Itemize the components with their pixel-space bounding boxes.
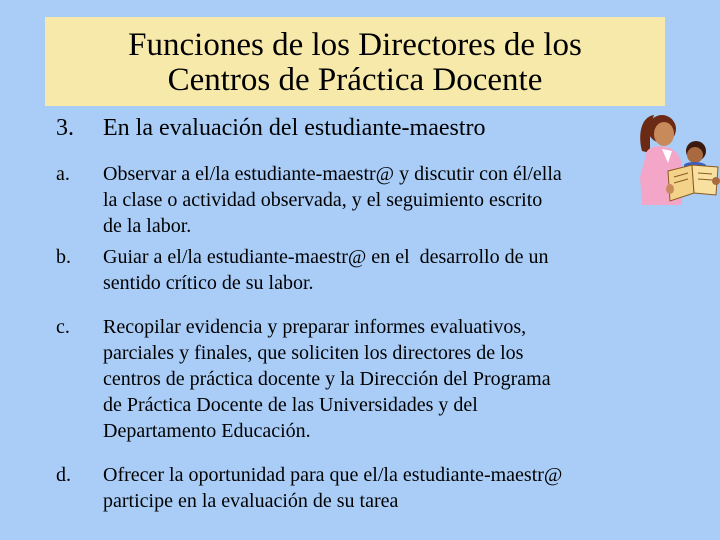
list-marker: b. [56, 246, 71, 268]
list-marker: c. [56, 316, 70, 338]
slide-title-line-2: Centros de Práctica Docente [167, 61, 543, 98]
list-item-text: de Práctica Docente de las Universidades y del [103, 394, 478, 416]
teacher-reading-book-icon [632, 107, 720, 205]
title-banner [45, 17, 665, 106]
list-marker: a. [56, 163, 70, 185]
list-item-text: parciales y finales, que soliciten los directores de los [103, 342, 524, 364]
list-item-text: sentido crítico de su labor. [103, 272, 314, 294]
slide-title-line-1: Funciones de los Directores de los [128, 26, 582, 63]
list-item-text: Guiar a el/la estudiante-maestr@ en el desarrollo de un [103, 246, 549, 268]
list-marker: d. [56, 464, 71, 486]
list-item-text: Ofrecer la oportunidad para que el/la estudiante-maestr@ [103, 464, 563, 486]
list-item-text: la clase o actividad observada, y el seguimiento escrito [103, 189, 543, 211]
list-item-text: Recopilar evidencia y preparar informes evaluativos, [103, 316, 527, 338]
list-item-text: Departamento Educación. [103, 420, 311, 442]
section-number: 3. [56, 115, 74, 141]
section-label: En la evaluación del estudiante-maestro [103, 115, 486, 141]
list-item-text: centros de práctica docente y la Dirección del Programa [103, 368, 551, 390]
list-item-text: de la labor. [103, 215, 192, 237]
list-item-text: participe en la evaluación de su tarea [103, 490, 399, 512]
section-heading [56, 114, 486, 142]
list-item-text: Observar a el/la estudiante-maestr@ y discutir con él/ella [103, 163, 562, 185]
